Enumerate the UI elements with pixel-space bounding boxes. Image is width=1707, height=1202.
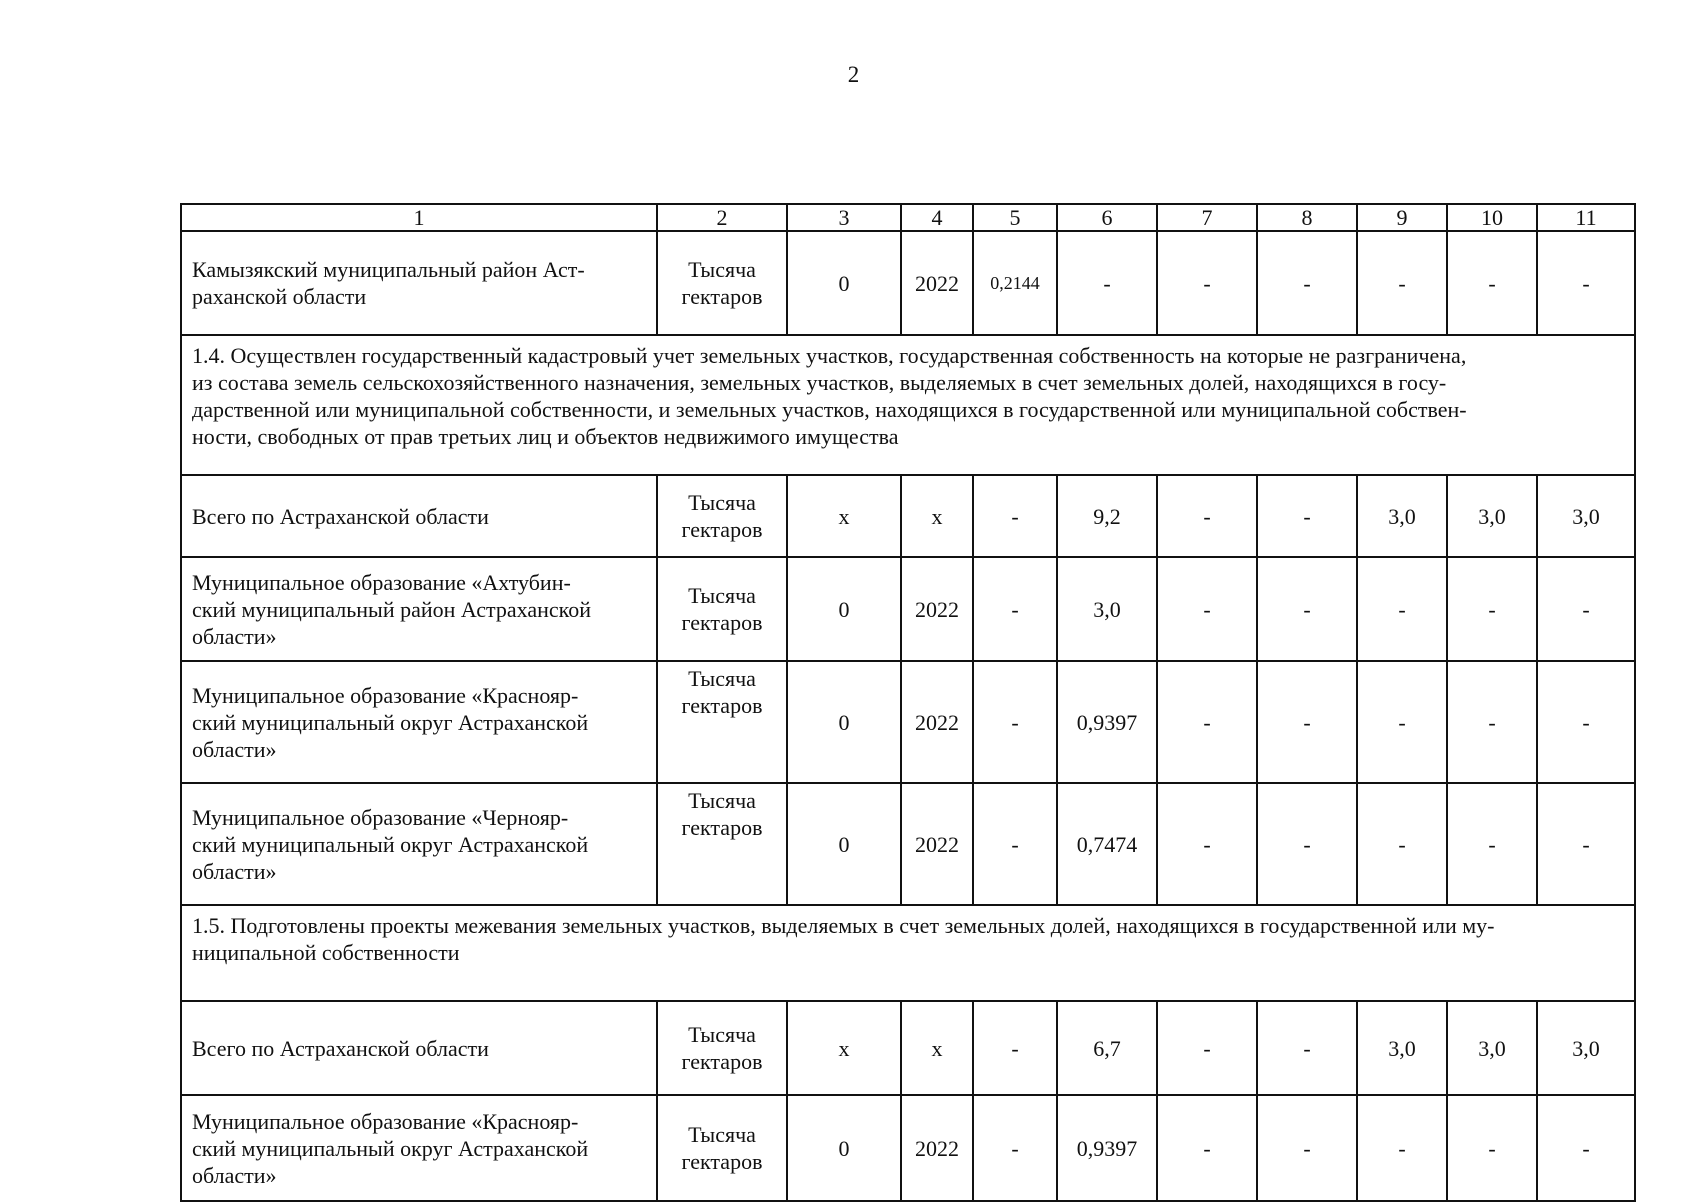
table-row (181, 475, 1635, 557)
text-line: ности, свободных от прав третьих лиц и объектов недвижимого имущества (192, 424, 899, 449)
value-cell: 3,0 (1447, 1001, 1537, 1095)
table-row (181, 557, 1635, 661)
column-number: 6 (1057, 204, 1157, 231)
value-cell: - (1537, 557, 1635, 661)
value-cell: - (1157, 557, 1257, 661)
value-cell: - (1357, 661, 1447, 783)
territory-name-cell (181, 1001, 657, 1095)
text-line: Тысяча (688, 257, 756, 282)
value-cell: - (1357, 783, 1447, 905)
column-number: 2 (657, 204, 787, 231)
territory-name-cell (181, 1095, 657, 1201)
unit-cell (657, 231, 787, 335)
page-number: 2 (847, 62, 860, 87)
value-cell: 0,2144 (973, 231, 1057, 335)
value-cell: 0 (787, 661, 901, 783)
value-cell: 0,9397 (1057, 661, 1157, 783)
column-number: 10 (1447, 204, 1537, 231)
column-number: 11 (1537, 204, 1635, 231)
value-cell: - (1157, 1001, 1257, 1095)
value-cell: - (1447, 557, 1537, 661)
section-heading-1-5 (181, 905, 1635, 1001)
value-cell: 3,0 (1537, 1001, 1635, 1095)
column-number: 5 (973, 204, 1057, 231)
text-line: гектаров (681, 1149, 763, 1174)
text-line: гектаров (681, 284, 763, 309)
text-line: области» (192, 858, 277, 884)
value-cell: 3,0 (1357, 475, 1447, 557)
text-line: Тысяча (688, 1022, 756, 1047)
text-line: ский муниципальный округ Астраханской (192, 709, 589, 735)
text-line: 1.4. Осуществлен государственный кадастровый учет земельных участков, государственная собственность на которые не разграничена, (192, 343, 1467, 368)
text-line: 1.5. Подготовлены проекты межевания земельных участков, выделяемых в счет земельных долей, находящихся в государственной или му- (192, 913, 1495, 938)
indicator-table (180, 203, 1636, 1202)
unit-cell (657, 1095, 787, 1201)
value-cell: - (1257, 1001, 1357, 1095)
text-line: Тысяча (688, 666, 756, 691)
table-row (181, 231, 1635, 335)
territory-name-cell (181, 475, 657, 557)
value-cell: - (973, 475, 1057, 557)
text-line: Муниципальное образование «Чернояр- (192, 804, 569, 830)
value-cell: 2022 (901, 557, 973, 661)
text-line: раханской области (192, 284, 367, 309)
value-cell: 0,7474 (1057, 783, 1157, 905)
column-number: 9 (1357, 204, 1447, 231)
text-line: дарственной или муниципальной собственности, и земельных участков, находящихся в государственной или муниципальной собствен- (192, 397, 1467, 422)
column-number: 3 (787, 204, 901, 231)
value-cell: 3,0 (1357, 1001, 1447, 1095)
column-number: 8 (1257, 204, 1357, 231)
value-cell: - (1257, 1095, 1357, 1201)
value-cell: - (1157, 231, 1257, 335)
text-line: ниципальной собственности (192, 940, 460, 965)
section-row (181, 335, 1635, 475)
territory-name-cell (181, 783, 657, 905)
text-line: Муниципальное образование «Краснояр- (192, 1108, 579, 1134)
value-cell: - (1537, 661, 1635, 783)
text-line: гектаров (681, 517, 763, 542)
value-cell: 3,0 (1057, 557, 1157, 661)
value-cell: 2022 (901, 783, 973, 905)
value-cell: - (1357, 557, 1447, 661)
territory-name-cell (181, 557, 657, 661)
value-cell: 2022 (901, 231, 973, 335)
value-cell: - (1257, 783, 1357, 905)
value-cell: - (973, 557, 1057, 661)
value-cell: 0 (787, 231, 901, 335)
section-heading-1-4 (181, 335, 1635, 475)
unit-cell (657, 475, 787, 557)
table-row (181, 1001, 1635, 1095)
column-number-row (181, 204, 1635, 231)
value-cell: - (973, 1095, 1057, 1201)
text-line: ский муниципальный район Астраханской (192, 596, 592, 622)
text-line: гектаров (681, 693, 763, 718)
value-cell: - (1257, 231, 1357, 335)
value-cell: - (1257, 661, 1357, 783)
value-cell: - (973, 661, 1057, 783)
value-cell: - (1357, 1095, 1447, 1201)
section-row (181, 905, 1635, 1001)
value-cell: x (787, 1001, 901, 1095)
value-cell: - (1157, 1095, 1257, 1201)
column-number: 7 (1157, 204, 1257, 231)
text-line: из состава земель сельскохозяйственного назначения, земельных участков, выделяемых в счет земельных долей, находящихся в госу- (192, 370, 1447, 395)
value-cell: 3,0 (1537, 475, 1635, 557)
value-cell: - (1157, 783, 1257, 905)
unit-cell (657, 557, 787, 661)
text-line: Тысяча (688, 1122, 756, 1147)
territory-name-cell (181, 661, 657, 783)
value-cell: - (1447, 661, 1537, 783)
value-cell: - (1257, 475, 1357, 557)
value-cell: - (1447, 1095, 1537, 1201)
text-line: Тысяча (688, 490, 756, 515)
text-line: Всего по Астраханской области (192, 1035, 489, 1061)
value-cell: - (1537, 783, 1635, 905)
text-line: области» (192, 736, 277, 762)
value-cell: - (1057, 231, 1157, 335)
value-cell: 9,2 (1057, 475, 1157, 557)
text-line: гектаров (681, 1049, 763, 1074)
text-line: Тысяча (688, 583, 756, 608)
value-cell: 3,0 (1447, 475, 1537, 557)
column-number: 1 (181, 204, 657, 231)
value-cell: - (1447, 231, 1537, 335)
text-line: Муниципальное образование «Краснояр- (192, 682, 579, 708)
value-cell: 2022 (901, 661, 973, 783)
territory-name-cell (181, 231, 657, 335)
value-cell: - (1447, 783, 1537, 905)
text-line: ский муниципальный округ Астраханской (192, 831, 589, 857)
text-line: гектаров (681, 815, 763, 840)
value-cell: x (901, 475, 973, 557)
unit-cell (657, 1001, 787, 1095)
value-cell: - (1357, 231, 1447, 335)
value-cell: 0 (787, 1095, 901, 1201)
value-cell: 0,9397 (1057, 1095, 1157, 1201)
value-cell: x (901, 1001, 973, 1095)
value-cell: - (973, 783, 1057, 905)
text-line: Муниципальное образование «Ахтубин- (192, 569, 571, 595)
value-cell: - (1537, 231, 1635, 335)
value-cell: 6,7 (1057, 1001, 1157, 1095)
value-cell: - (1257, 557, 1357, 661)
value-cell: x (787, 475, 901, 557)
column-number: 4 (901, 204, 973, 231)
text-line: Всего по Астраханской области (192, 503, 489, 529)
value-cell: 0 (787, 783, 901, 905)
value-cell: - (973, 1001, 1057, 1095)
table-row (181, 1095, 1635, 1201)
text-line: Тысяча (688, 788, 756, 813)
table-row (181, 783, 1635, 905)
value-cell: - (1157, 475, 1257, 557)
text-line: области» (192, 1162, 277, 1188)
text-line: Камызякский муниципальный район Аст- (192, 257, 585, 282)
text-line: гектаров (681, 610, 763, 635)
table-row (181, 661, 1635, 783)
value-cell: 2022 (901, 1095, 973, 1201)
unit-cell (657, 661, 787, 783)
unit-cell (657, 783, 787, 905)
value-cell: - (1537, 1095, 1635, 1201)
value-cell: 0 (787, 557, 901, 661)
text-line: области» (192, 623, 277, 649)
value-cell: - (1157, 661, 1257, 783)
text-line: ский муниципальный округ Астраханской (192, 1135, 589, 1161)
